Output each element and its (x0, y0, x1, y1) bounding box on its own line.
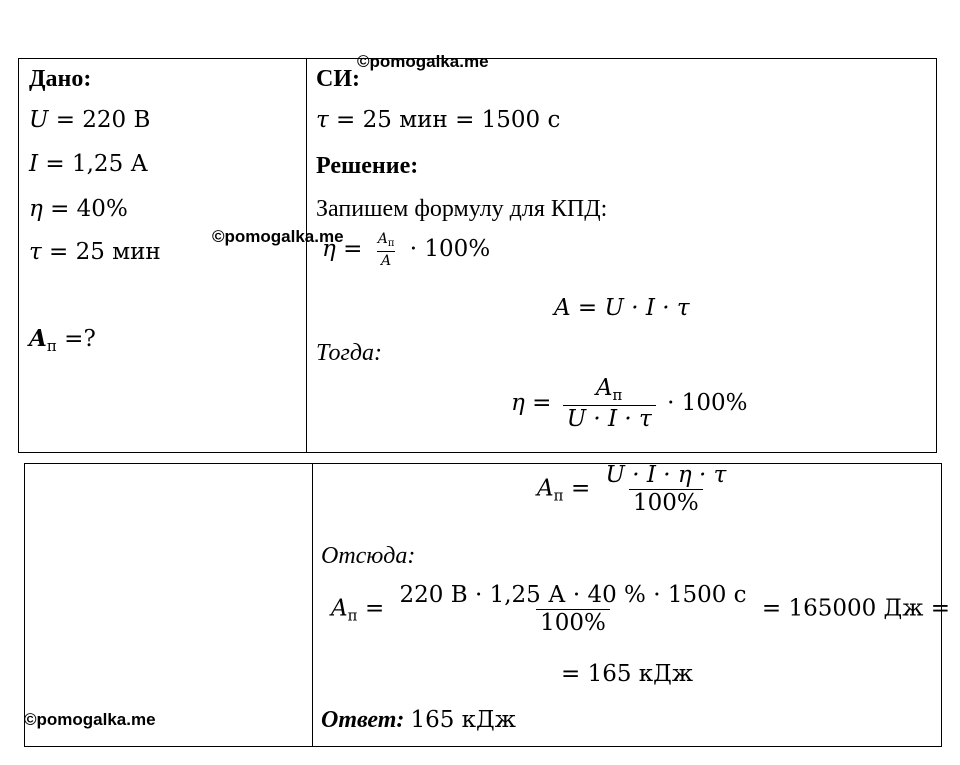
eq5-fraction (396, 584, 751, 635)
watermark: ©pomogalka.me (24, 710, 156, 729)
eq1-num-var: A (377, 231, 388, 247)
answer-value: 165 кДж (410, 707, 516, 733)
eq5-denominator: 100% (536, 609, 610, 635)
given-efficiency (29, 198, 128, 221)
efficiency-symbol: η (29, 196, 43, 222)
find-question: =? (64, 326, 96, 352)
eq1-denominator: A (377, 251, 395, 268)
eq3-denominator: U · I · τ (563, 405, 656, 431)
voltage-value: = 220 В (55, 107, 151, 133)
eq4-lhs-sub: п (553, 486, 564, 505)
si-time-value: = 25 мин = 1500 с (336, 107, 561, 133)
efficiency-value: = 40% (50, 196, 128, 222)
time-value: = 25 мин (49, 239, 161, 265)
given-current (29, 153, 148, 176)
si-time-symbol: τ (316, 107, 329, 133)
useful-work-formula (537, 464, 734, 515)
eq5-lhs-var: A (331, 595, 348, 622)
eq1-rhs: · 100% (409, 236, 491, 262)
column-divider (312, 464, 313, 746)
work-formula: A = U · I · τ (554, 295, 690, 321)
given-time (29, 241, 161, 264)
efficiency-formula (322, 232, 490, 268)
eq3-lhs: η = (511, 390, 552, 416)
eq1-fraction (374, 232, 399, 268)
eq5-lhs-sub: п (347, 606, 358, 625)
watermark: ©pomogalka.me (357, 52, 489, 71)
eq3-numerator (592, 377, 627, 405)
efficiency-expanded-formula (511, 377, 747, 431)
eq4-equals: = (570, 475, 591, 502)
current-symbol: I (29, 151, 39, 177)
calculation-formula (331, 584, 950, 635)
si-heading: СИ: (316, 66, 360, 92)
given-heading: Дано: (29, 66, 92, 92)
eq4-numerator: U · I · η · τ (605, 462, 727, 488)
voltage-symbol: U (29, 107, 49, 133)
eq5-rhs: = 165000 Дж = (761, 595, 950, 622)
column-divider (306, 59, 307, 452)
eq4-denominator: 100% (629, 489, 703, 515)
given-solution-table (18, 58, 937, 453)
hence-label: Отсюда: (321, 543, 416, 569)
result-line: = 165 кДж (561, 661, 694, 687)
eq1-lhs: η = (322, 236, 363, 262)
find-useful-work (29, 327, 96, 354)
eq3-fraction (563, 377, 656, 431)
eq4-lhs-var: A (537, 475, 554, 502)
eq5-equals: = (364, 595, 385, 622)
watermark: ©pomogalka.me (212, 227, 344, 246)
current-value: = 1,25 А (45, 151, 148, 177)
eq1-numerator (374, 232, 399, 251)
answer-line (321, 708, 516, 732)
eq1-num-sub: п (387, 238, 395, 249)
answer-label: Ответ: (321, 707, 405, 733)
solution-continued-table (24, 462, 950, 747)
useful-work-symbol: A (29, 325, 47, 352)
eq3-num-var: A (595, 375, 613, 401)
eq3-rhs: · 100% (667, 390, 748, 416)
solution-intro: Запишем формулу для КПД: (316, 196, 608, 222)
useful-work-subscript: п (46, 337, 57, 355)
eq4-fraction (602, 464, 731, 515)
given-voltage (29, 109, 150, 132)
si-time (316, 109, 560, 132)
eq5-numerator: 220 В · 1,25 А · 40 % · 1500 с (399, 582, 747, 608)
time-symbol: τ (29, 239, 42, 265)
eq3-num-sub: п (612, 386, 623, 404)
then-label: Тогда: (316, 340, 382, 366)
solution-heading: Решение: (316, 153, 419, 179)
